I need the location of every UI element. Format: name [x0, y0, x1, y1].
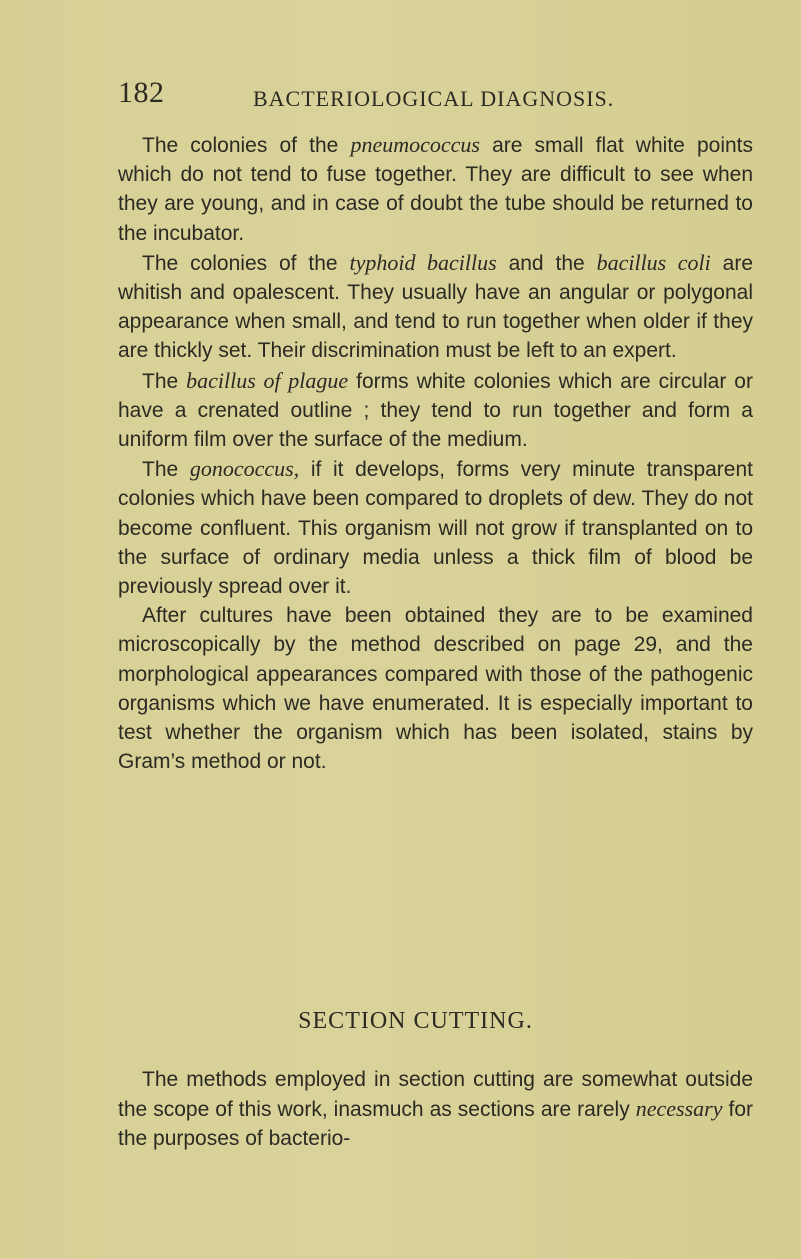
italic-term: bacillus of plague — [186, 367, 349, 393]
section-heading: SECTION CUTTING. — [298, 1008, 533, 1034]
text-run: and the — [496, 251, 597, 275]
paragraph-plague — [118, 366, 753, 455]
italic-term: necessary — [635, 1096, 723, 1122]
italic-term: pneumococcus — [350, 132, 480, 157]
text-run: are whitish and opalescent. They usually have an angular or polygonal appearance when small, and tend to run together when older if they are thickly set. Their discrimination must be left to an expert. — [118, 251, 754, 363]
body-text — [118, 130, 753, 776]
paragraph-pneumococcus — [118, 130, 753, 248]
paragraph-microscopy — [118, 601, 753, 776]
section-body-text — [118, 1065, 753, 1154]
text-run: The colonies of the — [142, 134, 351, 157]
text-run: The — [142, 458, 190, 482]
text-run: forms white colonies which are circular or have a crenated outline ; they tend to run together and form a uniform film over the surface of the medium. — [118, 369, 753, 452]
text-run: The colonies of the — [142, 251, 350, 275]
italic-term: typhoid bacillus — [349, 249, 497, 275]
running-head-title: BACTERIOLOGICAL DIAGNOSIS. — [253, 86, 615, 111]
text-run: if it develops, forms very minute transparent colonies which have been compared to droplets of dew. They do not become confluent. This organism will not grow if transplanted on to the surface of ordinary media unless a thick film of blood be previously spread over it. — [118, 458, 753, 599]
paragraph-section-cutting — [118, 1065, 753, 1154]
text-run: are small flat white points which do not tend to fuse together. They are difficult to see when they are young, and in case of doubt the tube should be returned to the incubator. — [118, 134, 753, 245]
text-run: The — [142, 369, 187, 393]
text-run: The methods employed in section cutting are somewhat outside the scope of this work, inasmuch as sections are rarely — [118, 1068, 753, 1122]
paragraph-gonococcus — [118, 454, 753, 601]
italic-term: gonococcus, — [189, 456, 300, 482]
running-head — [0, 76, 801, 116]
text-run: for the purposes of bacterio- — [118, 1098, 753, 1151]
text-run: After cultures have been obtained they are to be examined microscopically by the method described on page 29, and the morphological appearances compared with those of the pathogenic organisms which we have enumerated. It is especially important to test whether the organism which has been isolated, stains by Gram’s method or not. — [118, 604, 753, 774]
paragraph-typhoid — [118, 248, 753, 366]
italic-term: bacillus coli — [596, 249, 711, 275]
page-number: 182 — [118, 76, 165, 109]
